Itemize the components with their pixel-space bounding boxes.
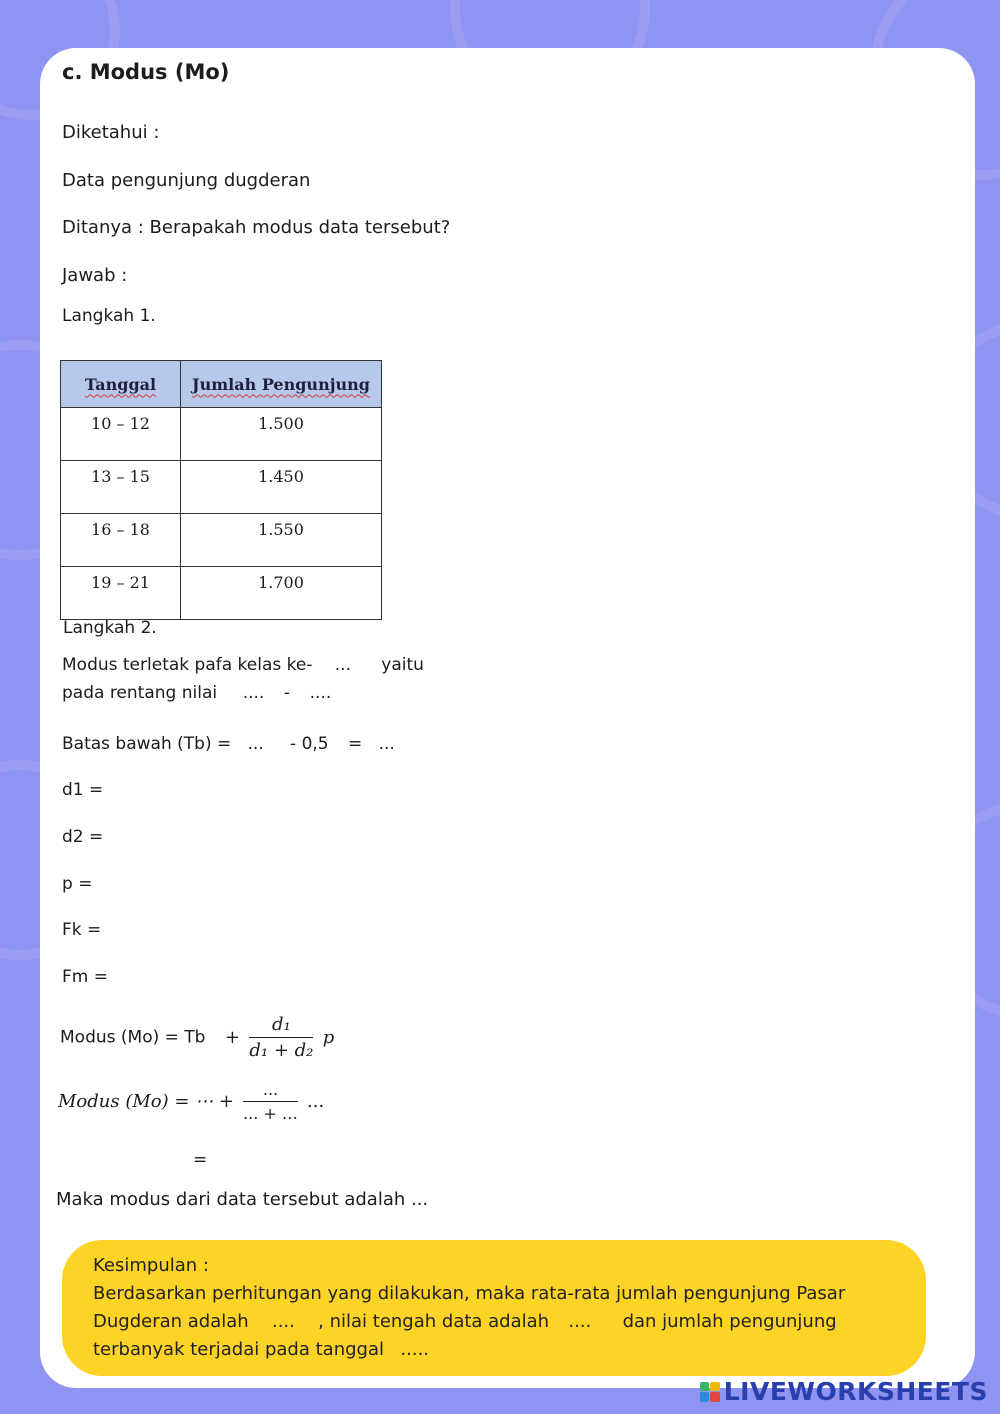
d1-label: d1 = bbox=[62, 780, 104, 800]
lower-bound-field[interactable]: ... bbox=[247, 734, 264, 754]
mode-formula bbox=[60, 1014, 334, 1061]
fm-input[interactable] bbox=[106, 963, 306, 989]
conclusion-text bbox=[93, 1252, 845, 1364]
worksheet-card bbox=[40, 48, 975, 1388]
fk-label: Fk = bbox=[62, 920, 102, 940]
result-text: Maka modus dari data tersebut adalah ... bbox=[56, 1189, 429, 1210]
modus-class-prefix: Modus terletak pafa kelas ke- bbox=[62, 655, 313, 675]
table-cell: 19 – 21 bbox=[61, 567, 181, 620]
table-row bbox=[61, 514, 382, 567]
mean-answer-field[interactable]: .... bbox=[271, 1311, 295, 1332]
p-input[interactable] bbox=[100, 870, 300, 896]
conclusion-visitors-label: dan jumlah pengunjung bbox=[622, 1311, 837, 1332]
conclusion-line2 bbox=[93, 1308, 845, 1336]
substitution-numerator[interactable]: ... bbox=[243, 1080, 298, 1102]
given-text: Data pengunjung dugderan bbox=[62, 170, 311, 191]
formula-denominator: d₁ + d₂ bbox=[249, 1040, 314, 1061]
substitution-lhs: Modus (Mo) = ⋯ + bbox=[58, 1091, 234, 1112]
logo-icon bbox=[700, 1382, 720, 1402]
table-cell: 1.550 bbox=[181, 514, 382, 567]
conclusion-line1: Berdasarkan perhitungan yang dilakukan, maka rata-rata jumlah pengunjung Pasar bbox=[93, 1283, 846, 1304]
lower-bound-label: Batas bawah (Tb) = bbox=[62, 734, 232, 754]
brand-name: LIVEWORKSHEETS bbox=[723, 1377, 988, 1406]
table-header: Tanggal bbox=[61, 361, 181, 408]
table-row bbox=[61, 461, 382, 514]
range-dash: - bbox=[283, 683, 291, 703]
substitution-fraction[interactable] bbox=[243, 1080, 298, 1123]
conclusion-label: Kesimpulan : bbox=[93, 1255, 209, 1276]
mode-substitution bbox=[58, 1080, 324, 1123]
step2-label: Langkah 2. bbox=[63, 618, 157, 638]
d1-input[interactable] bbox=[110, 776, 310, 802]
range-prefix: pada rentang nilai bbox=[62, 683, 218, 703]
conclusion-mean-label: Dugderan adalah bbox=[93, 1311, 249, 1332]
formula-p: p bbox=[322, 1027, 335, 1048]
range-line bbox=[62, 683, 339, 703]
fm-label: Fm = bbox=[62, 967, 108, 987]
final-value-input[interactable] bbox=[215, 1146, 415, 1172]
formula-label: Modus (Mo) = Tb bbox=[60, 1027, 206, 1048]
substitution-tail[interactable]: ... bbox=[307, 1091, 325, 1112]
section-title: c. Modus (Mo) bbox=[62, 60, 230, 84]
conclusion-median-label: , nilai tengah data adalah bbox=[318, 1311, 550, 1332]
table-cell: 1.700 bbox=[181, 567, 382, 620]
given-label: Diketahui : bbox=[62, 122, 160, 143]
table-row bbox=[61, 567, 382, 620]
lower-bound-minus: - 0,5 bbox=[290, 734, 329, 754]
visitor-table bbox=[60, 360, 382, 620]
liveworksheets-logo bbox=[700, 1377, 988, 1406]
modus-class-suffix: yaitu bbox=[381, 655, 424, 675]
question-text: Ditanya : Berapakah modus data tersebut? bbox=[62, 217, 451, 238]
lower-bound-line bbox=[62, 734, 406, 754]
formula-plus: + bbox=[224, 1027, 240, 1048]
conclusion-line3 bbox=[93, 1336, 845, 1364]
table-header: Jumlah Pengunjung bbox=[181, 361, 382, 408]
table-cell: 10 – 12 bbox=[61, 408, 181, 461]
table-cell: 1.450 bbox=[181, 461, 382, 514]
formula-numerator: d₁ bbox=[249, 1014, 313, 1038]
fk-input[interactable] bbox=[106, 916, 306, 942]
d2-input[interactable] bbox=[110, 823, 310, 849]
median-answer-field[interactable]: .... bbox=[568, 1311, 592, 1332]
table-row bbox=[61, 408, 382, 461]
range-start-field[interactable]: .... bbox=[242, 683, 265, 703]
conclusion-date-label: terbanyak terjadai pada tanggal bbox=[93, 1339, 384, 1360]
equals-line: = bbox=[193, 1150, 208, 1170]
conclusion-box bbox=[62, 1240, 926, 1376]
lower-bound-equals: = bbox=[348, 734, 363, 754]
modus-class-line bbox=[62, 655, 424, 675]
substitution-denominator[interactable]: ... + … bbox=[243, 1104, 298, 1123]
date-answer-field[interactable]: ..... bbox=[400, 1339, 430, 1360]
formula-fraction bbox=[249, 1014, 313, 1061]
table-cell: 13 – 15 bbox=[61, 461, 181, 514]
lower-bound-result-field[interactable]: ... bbox=[378, 734, 395, 754]
answer-label: Jawab : bbox=[62, 265, 128, 286]
table-cell: 1.500 bbox=[181, 408, 382, 461]
class-answer-field[interactable]: ... bbox=[334, 655, 351, 675]
step1-label: Langkah 1. bbox=[62, 306, 156, 326]
p-label: p = bbox=[62, 874, 93, 894]
table-header-row bbox=[61, 361, 382, 408]
d2-label: d2 = bbox=[62, 827, 104, 847]
range-end-field[interactable]: .... bbox=[309, 683, 332, 703]
table-cell: 16 – 18 bbox=[61, 514, 181, 567]
